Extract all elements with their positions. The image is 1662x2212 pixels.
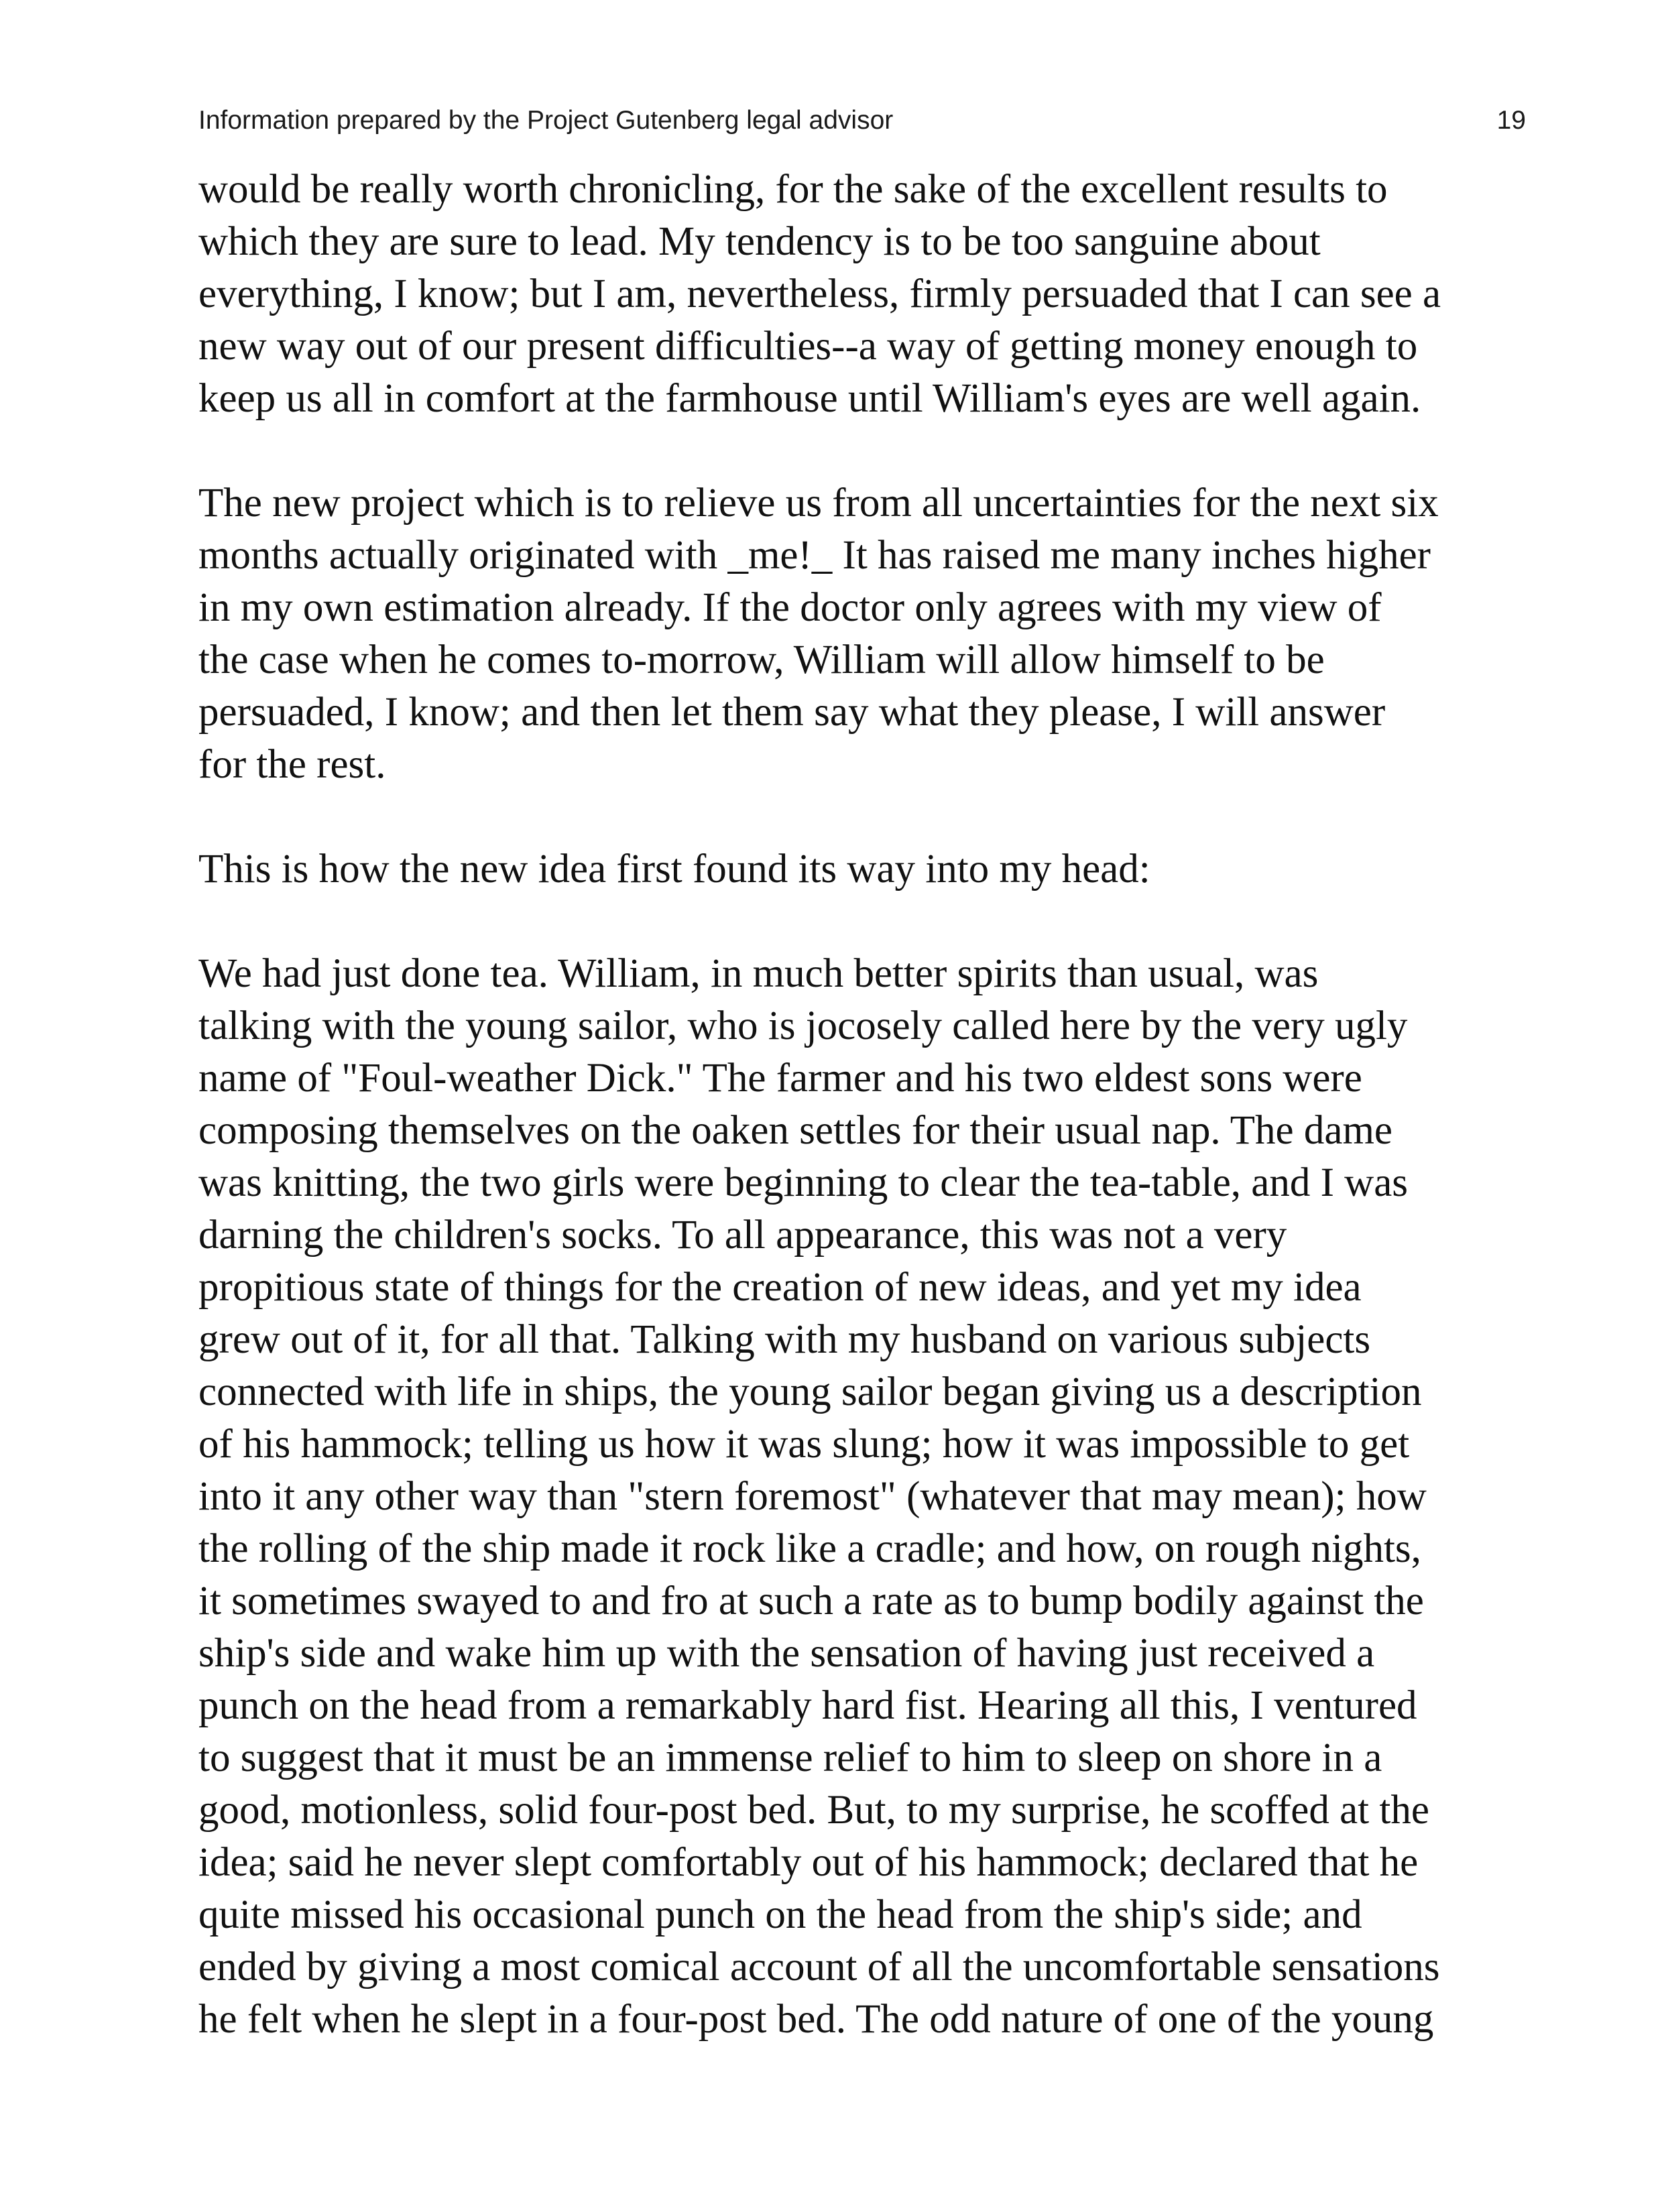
text-line: idea; said he never slept comfortably out of his hammock; declared that he [198,1840,1419,1885]
text-line: everything, I know; but I am, nevertheless, firmly persuaded that I can see a [198,271,1441,316]
text-line: good, motionless, solid four-post bed. But, to my surprise, he scoffed at the [198,1788,1429,1833]
text-line: would be really worth chronicling, for the sake of the excellent results to [198,167,1388,212]
text-line: This is how the new idea first found its way into my head: [198,847,1150,892]
text-line: grew out of it, for all that. Talking with my husband on various subjects [198,1317,1371,1362]
text-line: talking with the young sailor, who is jocosely called here by the very ugly [198,1003,1408,1048]
text-line: persuaded, I know; and then let them say what they please, I will answer [198,690,1386,735]
text-line: he felt when he slept in a four-post bed. The odd nature of one of the young [198,1997,1434,2042]
paragraph-2 [198,477,1529,791]
text-line: propitious state of things for the creation of new ideas, and yet my idea [198,1265,1362,1310]
text-line: keep us all in comfort at the farmhouse until William's eyes are well again. [198,376,1421,421]
page-header [198,101,1526,141]
paragraph-4 [198,948,1529,2046]
text-line: ended by giving a most comical account of all the uncomfortable sensations [198,1945,1440,1989]
text-line: We had just done tea. William, in much better spirits than usual, was [198,951,1319,996]
paragraph-1 [198,164,1529,425]
text-line: name of "Foul-weather Dick." The farmer and his two eldest sons were [198,1056,1362,1101]
text-line: composing themselves on the oaken settles for their usual nap. The dame [198,1108,1392,1153]
text-line: in my own estimation already. If the doctor only agrees with my view of [198,585,1382,630]
text-line: it sometimes swayed to and fro at such a rate as to bump bodily against the [198,1579,1424,1623]
text-line: quite missed his occasional punch on the head from the ship's side; and [198,1892,1362,1937]
text-line: the case when he comes to-morrow, William will allow himself to be [198,637,1325,682]
text-line: punch on the head from a remarkably hard fist. Hearing all this, I ventured [198,1683,1417,1728]
text-line: months actually originated with _me!_ It has raised me many inches higher [198,533,1431,578]
text-line: ship's side and wake him up with the sensation of having just received a [198,1631,1375,1676]
text-line: which they are sure to lead. My tendency is to be too sanguine about [198,219,1321,264]
text-line: connected with life in ships, the young sailor began giving us a description [198,1369,1422,1414]
running-title: Information prepared by the Project Gutenberg legal advisor [198,106,894,135]
text-line: was knitting, the two girls were beginning to clear the tea-table, and I was [198,1160,1409,1205]
text-line: to suggest that it must be an immense relief to him to sleep on shore in a [198,1735,1382,1780]
text-line: for the rest. [198,742,386,787]
text-line: the rolling of the ship made it rock like a cradle; and how, on rough nights, [198,1526,1421,1571]
body-text [198,164,1529,2098]
text-line: darning the children's socks. To all appearance, this was not a very [198,1213,1287,1257]
text-line: of his hammock; telling us how it was slung; how it was impossible to get [198,1422,1410,1467]
text-line: new way out of our present difficulties--a way of getting money enough to [198,324,1418,369]
page-number: 19 [1496,106,1526,135]
text-line: The new project which is to relieve us from all uncertainties for the next six [198,481,1439,526]
paragraph-3 [198,843,1529,896]
text-line: into it any other way than "stern foremost" (whatever that may mean); how [198,1474,1427,1519]
